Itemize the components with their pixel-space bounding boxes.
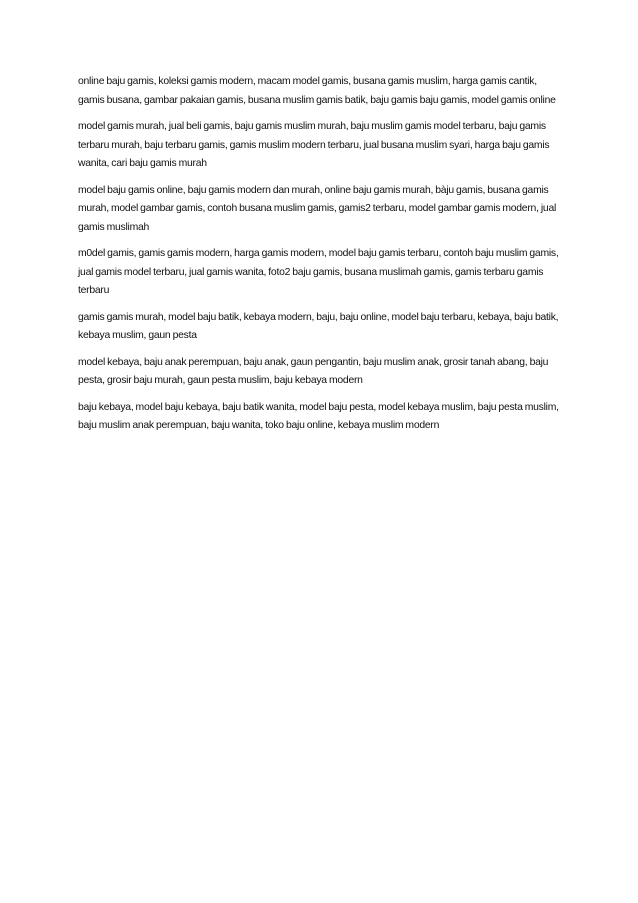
- paragraph: model kebaya, baju anak perempuan, baju anak, gaun pengantin, baju muslim anak, grosir tanah abang, baju pesta, grosir baju murah, gaun pesta muslim, baju kebaya modern: [78, 356, 549, 386]
- paragraph: model gamis murah, jual beli gamis, baju gamis muslim murah, baju muslim gamis model terbaru, baju gamis terbaru murah, baju terbaru gamis, gamis muslim modern terbaru, jual busana muslim syari, harga baju gamis wanita, cari baju gamis murah: [78, 121, 550, 169]
- document-body: [78, 73, 564, 444]
- paragraph: online baju gamis, koleksi gamis modern, macam model gamis, busana gamis muslim, harga gamis cantik, gamis busana, gambar pakaian gamis, busana muslim gamis batik, baju gamis baju gamis, model gamis online: [78, 76, 556, 106]
- paragraph: gamis gamis murah, model baju batik, kebaya modern, baju, baju online, model baju terbaru, kebaya, baju batik, kebaya muslim, gaun pesta: [78, 311, 559, 341]
- paragraph: m0del gamis, gamis gamis modern, harga gamis modern, model baju gamis terbaru, contoh baju muslim gamis, jual gamis model terbaru, jual gamis wanita, foto2 baju gamis, busana muslimah gamis, gamis terbaru gamis terbaru: [78, 248, 559, 296]
- paragraph: baju kebaya, model baju kebaya, baju batik wanita, model baju pesta, model kebaya muslim, baju pesta muslim, baju muslim anak perempuan, baju wanita, toko baju online, kebaya muslim modern: [78, 401, 559, 431]
- paragraph: model baju gamis online, baju gamis modern dan murah, online baju gamis murah, bàju gamis, busana gamis murah, model gambar gamis, contoh busana muslim gamis, gamis2 terbaru, model gambar gamis modern, jual gamis muslimah: [78, 184, 557, 233]
